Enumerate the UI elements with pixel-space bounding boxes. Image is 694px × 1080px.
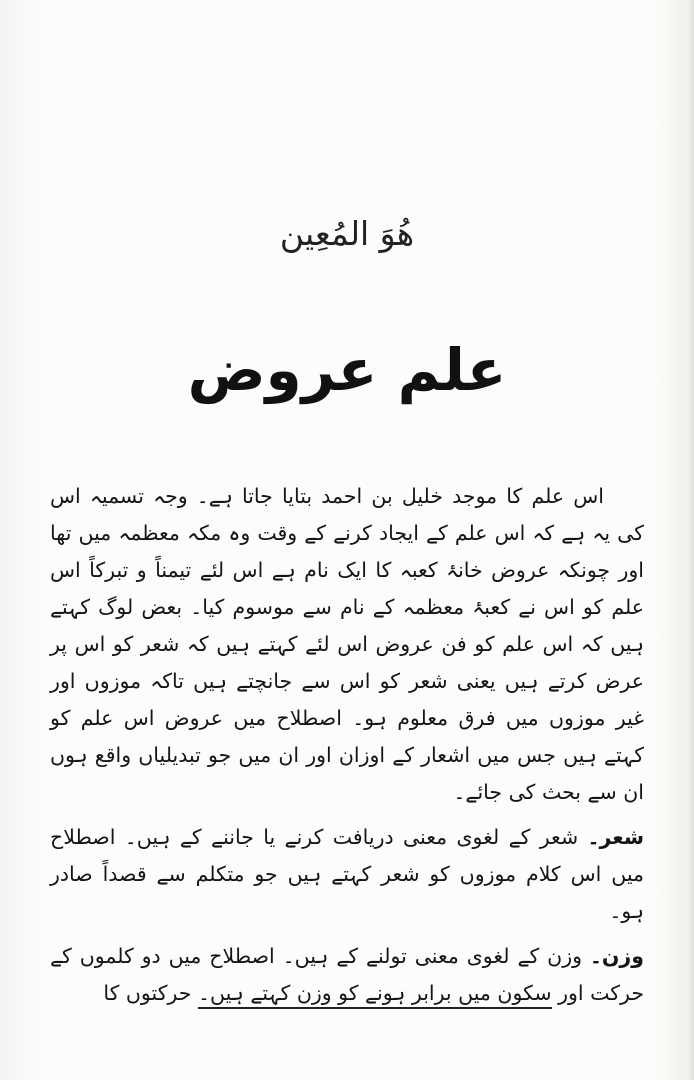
paragraph-intro: اس علم کا موجد خلیل بن احمد بتایا جاتا ہے۔ وجہ تسمیہ اس کی یہ ہے کہ اس علم کے ایجاد کرنے کے وقت وہ مکہ معظمہ میں تھا اور چونکہ عروض خانۂ کعبہ کا ایک نام ہے اس لئے تیمناً و تبرکاً اس علم کو اس نے کعبۂ معظمہ کے نام سے موسوم کیا۔ بعض لوگ کہتے ہیں کہ اس علم کو فن عروض اس لئے کہتے ہیں کہ شعر کو اس پر عرض کرتے ہیں یعنی شعر کو اس سے جانچتے ہیں تاکہ موزوں اور غیر موزوں میں فرق معلوم ہو۔ اصطلاح میں عروض اس علم کو کہتے ہیں جس میں اشعار کے اوزان اور ان میں جو تبدیلیاں واقع ہوں ان سے بحث کی جائے۔: [50, 484, 644, 804]
invocation-heading: هُوَ المُعِین: [279, 214, 415, 253]
paragraph-wazn: [50, 938, 644, 1012]
page-edge-shadow: [688, 0, 694, 1080]
body-text: [50, 478, 644, 1012]
term-wazn: وزن۔: [589, 944, 644, 968]
paragraph-shair-text: شعر کے لغوی معنی دریافت کرنے یا جاننے کے ہیں۔ اصطلاح میں اس کلام موزوں کو شعر کہتے ہیں جو متکلم سے قصداً صادر ہو۔: [50, 825, 644, 923]
page-title: علم عروض: [187, 336, 507, 404]
paragraph-shair: [50, 819, 644, 930]
paragraph-wazn-text-a: وزن کے لغوی معنی تولنے کے ہیں۔ اصطلاح میں دو کلموں کے حرکت اور: [50, 944, 644, 1005]
paragraph-wazn-underlined: سکون میں برابر ہونے کو وزن کہتے ہیں۔: [198, 981, 552, 1009]
term-shair: شعر۔: [587, 825, 644, 849]
paragraph-wazn-text-b: حرکتوں کا: [103, 981, 192, 1005]
